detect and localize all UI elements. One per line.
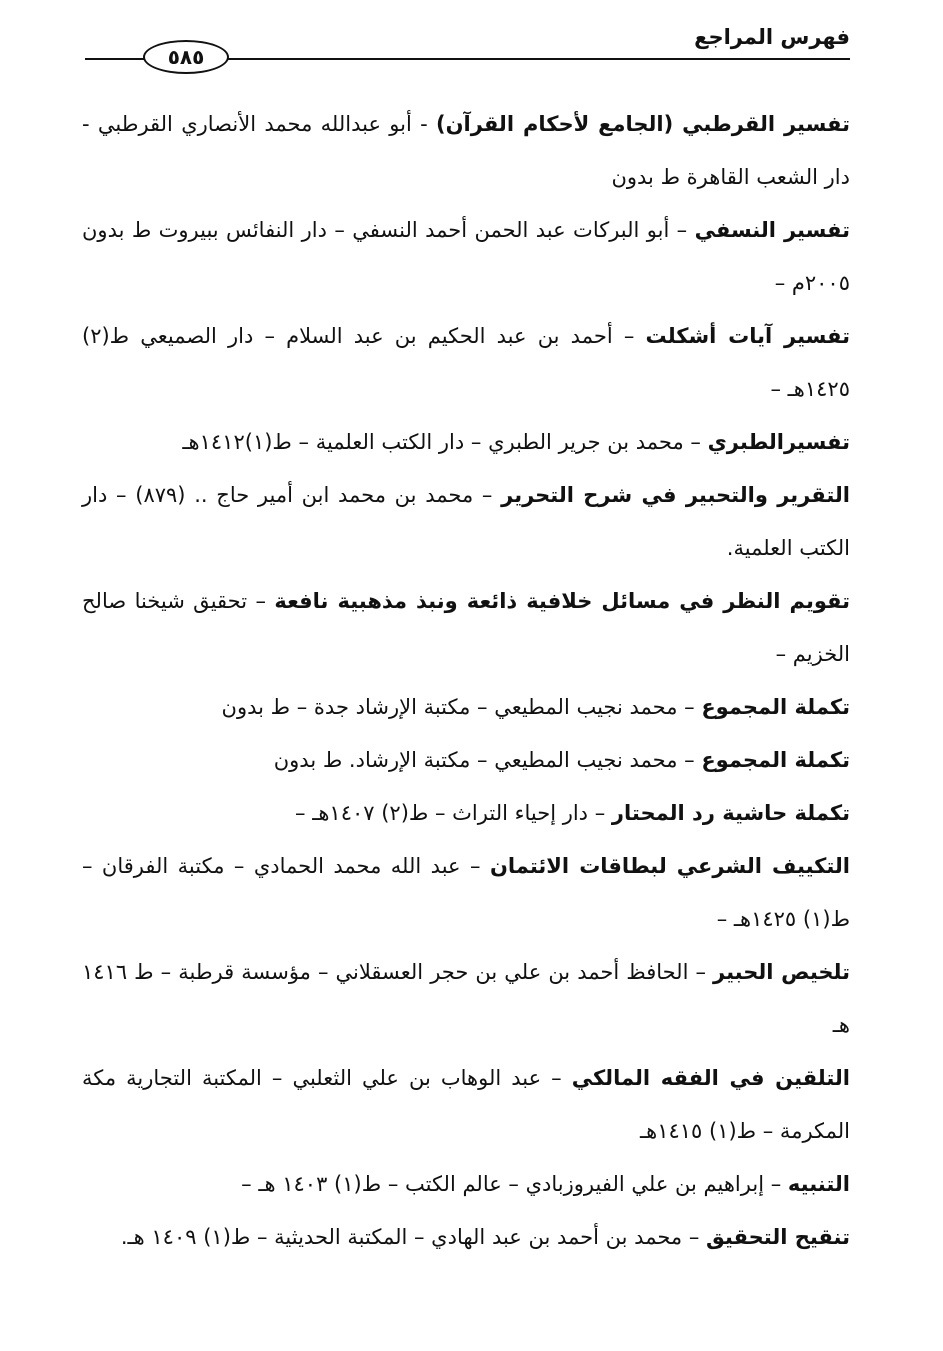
reference-entry: [82, 1158, 850, 1211]
reference-entry: [82, 575, 850, 681]
reference-details: - أبو عبدالله محمد الأنصاري القرطبي - دار الشعب القاهرة ط بدون: [82, 112, 850, 189]
page-header: [85, 22, 850, 82]
reference-entry: [82, 734, 850, 787]
reference-details: – دار إحياء التراث – ط(٢) ١٤٠٧هـ –: [295, 801, 612, 825]
reference-title: تفسيرالطبري: [707, 430, 850, 454]
reference-title: التلقين في الفقه المالكي: [571, 1066, 850, 1090]
reference-entry: [82, 1052, 850, 1158]
reference-entry: [82, 946, 850, 1052]
reference-title: تكملة حاشية رد المحتار: [611, 801, 850, 825]
reference-title: تنقيح التحقيق: [706, 1225, 850, 1249]
reference-details: – عبد الوهاب بن علي الثعلبي – المكتبة التجارية مكة المكرمة – ط(١) ١٤١٥هـ: [82, 1066, 850, 1143]
reference-title: تقويم النظر في مسائل خلافية ذائعة ونبذ مذهبية نافعة: [274, 589, 850, 613]
reference-entry: [82, 416, 850, 469]
references-list: [82, 98, 850, 1264]
page-title: فهرس المراجع: [686, 22, 850, 52]
reference-title: تفسير النسفي: [694, 218, 850, 242]
reference-details: – الحافظ أحمد بن علي بن حجر العسقلاني – مؤسسة قرطبة – ط ١٤١٦ هـ: [82, 960, 850, 1037]
reference-entry: [82, 204, 850, 310]
reference-details: – أبو البركات عبد الحمن أحمد النسفي – دار النفائس ببيروت ط بدون ٢٠٠٥م –: [82, 218, 850, 295]
reference-entry: [82, 469, 850, 575]
reference-entry: [82, 1211, 850, 1264]
reference-details: – عبد الله محمد الحمادي – مكتبة الفرقان – ط(١) ١٤٢٥هـ –: [82, 854, 850, 931]
reference-title: التكييف الشرعي لبطاقات الائتمان: [489, 854, 851, 878]
reference-entry: [82, 681, 850, 734]
reference-entry: [82, 310, 850, 416]
page-number-badge: [143, 40, 229, 74]
reference-details: – تحقيق شيخنا صالح الخزيم –: [82, 589, 850, 666]
reference-title: تفسير القرطبي (الجامع لأحكام القرآن): [436, 112, 850, 136]
page-number: ٥٨٥: [167, 45, 205, 69]
reference-title: تفسير آيات أشكلت: [645, 324, 851, 348]
reference-details: – إبراهيم بن علي الفيروزبادي – عالم الكتب – ط(١) ١٤٠٣ هـ –: [241, 1172, 788, 1196]
reference-details: – محمد بن محمد ابن أمير حاج .. (٨٧٩) – دار الكتب العلمية.: [82, 483, 850, 560]
reference-details: – محمد بن جرير الطبري – دار الكتب العلمية – ط(١)١٤١٢هـ: [182, 430, 708, 454]
reference-details: – محمد نجيب المطيعي – مكتبة الإرشاد جدة – ط بدون: [221, 695, 702, 719]
reference-title: تلخيص الحبير: [713, 960, 850, 984]
reference-title: تكملة المجموع: [701, 748, 850, 772]
reference-details: – محمد نجيب المطيعي – مكتبة الإرشاد. ط بدون: [273, 748, 702, 772]
reference-entry: [82, 840, 850, 946]
reference-title: تكملة المجموع: [701, 695, 850, 719]
reference-details: – محمد بن أحمد بن عبد الهادي – المكتبة الحديثية – ط(١) ١٤٠٩ هـ.: [120, 1225, 706, 1249]
reference-details: – أحمد بن عبد الحكيم بن عبد السلام – دار الصميعي ط(٢) ١٤٢٥هـ –: [82, 324, 850, 401]
reference-title: التنبيه: [787, 1172, 850, 1196]
reference-title: التقرير والتحبير في شرح التحرير: [501, 483, 850, 507]
reference-entry: [82, 787, 850, 840]
reference-entry: [82, 98, 850, 204]
